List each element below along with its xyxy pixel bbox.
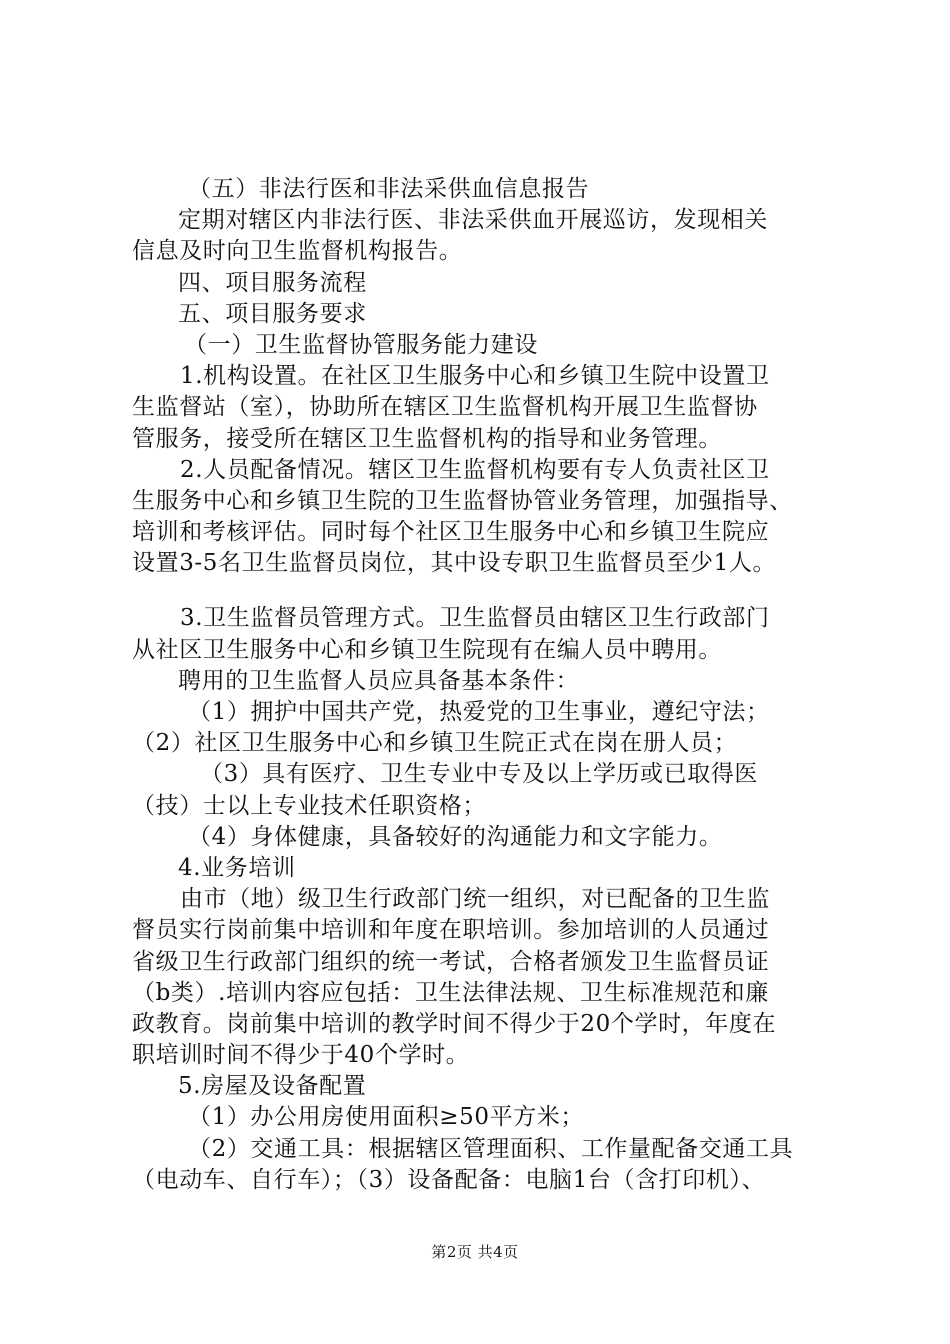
- section-heading-capacity-building: （一）卫生监督协管服务能力建设: [184, 331, 538, 358]
- list-item: （1）办公用房使用面积≥50平方米；: [188, 1104, 584, 1131]
- page-number-footer: 第2页 共4页: [431, 1243, 519, 1261]
- list-item: （4）身体健康，具备较好的沟通能力和文字能力。: [188, 823, 723, 850]
- paragraph-line: 设置3-5名卫生监督员岗位，其中设专职卫生监督员至少1人。: [132, 550, 777, 577]
- list-item: （2）交通工具：根据辖区管理面积、工作量配备交通工具: [188, 1135, 794, 1162]
- paragraph-line: 政教育。岗前集中培训的教学时间不得少于20个学时，年度在: [132, 1010, 777, 1037]
- paragraph-line: 2.人员配备情况。辖区卫生监督机构要有专人负责社区卫: [180, 456, 770, 483]
- section-heading-illegal-practice-report: （五）非法行医和非法采供血信息报告: [188, 176, 590, 202]
- paragraph-line: 由市（地）级卫生行政部门统一组织，对已配备的卫生监: [180, 886, 770, 913]
- paragraph-line: 督员实行岗前集中培训和年度在职培训。参加培训的人员通过: [132, 917, 770, 944]
- paragraph-line: 生监督站（室），协助所在辖区卫生监督机构开展卫生监督协: [132, 394, 758, 421]
- paragraph-line: 聘用的卫生监督人员应具备基本条件：: [178, 667, 580, 694]
- subsection-heading-training: 4.业务培训: [178, 854, 296, 881]
- paragraph-line: 培训和考核评估。同时每个社区卫生服务中心和乡镇卫生院应: [132, 519, 770, 546]
- subsection-heading-housing-equipment: 5.房屋及设备配置: [178, 1073, 367, 1100]
- paragraph-line: （b类）.培训内容应包括：卫生法律法规、卫生标准规范和廉: [132, 979, 769, 1006]
- section-heading-service-requirements: 五、项目服务要求: [178, 300, 367, 327]
- list-item: （3）具有医疗、卫生专业中专及以上学历或已取得医: [200, 761, 759, 788]
- paragraph-line: 生服务中心和乡镇卫生院的卫生监督协管业务管理，加强指导、: [132, 487, 793, 514]
- paragraph-line: 信息及时向卫生监督机构报告。: [132, 238, 463, 265]
- paragraph-line: 3.卫生监督员管理方式。卫生监督员由辖区卫生行政部门: [180, 605, 770, 632]
- paragraph-gap: [132, 579, 852, 603]
- list-item: （1）拥护中国共产党，热爱党的卫生事业，遵纪守法；: [188, 699, 770, 725]
- list-item: （2）社区卫生服务中心和乡镇卫生院正式在岗在册人员；: [132, 730, 738, 757]
- paragraph-line: 职培训时间不得少于40个学时。: [132, 1042, 470, 1069]
- list-item: （技）士以上专业技术任职资格；: [132, 792, 486, 819]
- paragraph-line: 定期对辖区内非法行医、非法采供血开展巡访，发现相关: [178, 207, 768, 234]
- paragraph-line: 从社区卫生服务中心和乡镇卫生院现有在编人员中聘用。: [132, 636, 722, 663]
- document-body: [132, 174, 852, 1196]
- section-heading-service-process: 四、项目服务流程: [178, 269, 367, 296]
- paragraph-line: 管服务，接受所在辖区卫生监督机构的指导和业务管理。: [132, 425, 722, 452]
- paragraph-line: 省级卫生行政部门组织的统一考试，合格者颁发卫生监督员证: [132, 948, 770, 975]
- list-item: （电动车、自行车）；（3）设备配备：电脑1台（含打印机）、: [132, 1166, 766, 1193]
- paragraph-line: 1.机构设置。在社区卫生服务中心和乡镇卫生院中设置卫: [180, 363, 770, 390]
